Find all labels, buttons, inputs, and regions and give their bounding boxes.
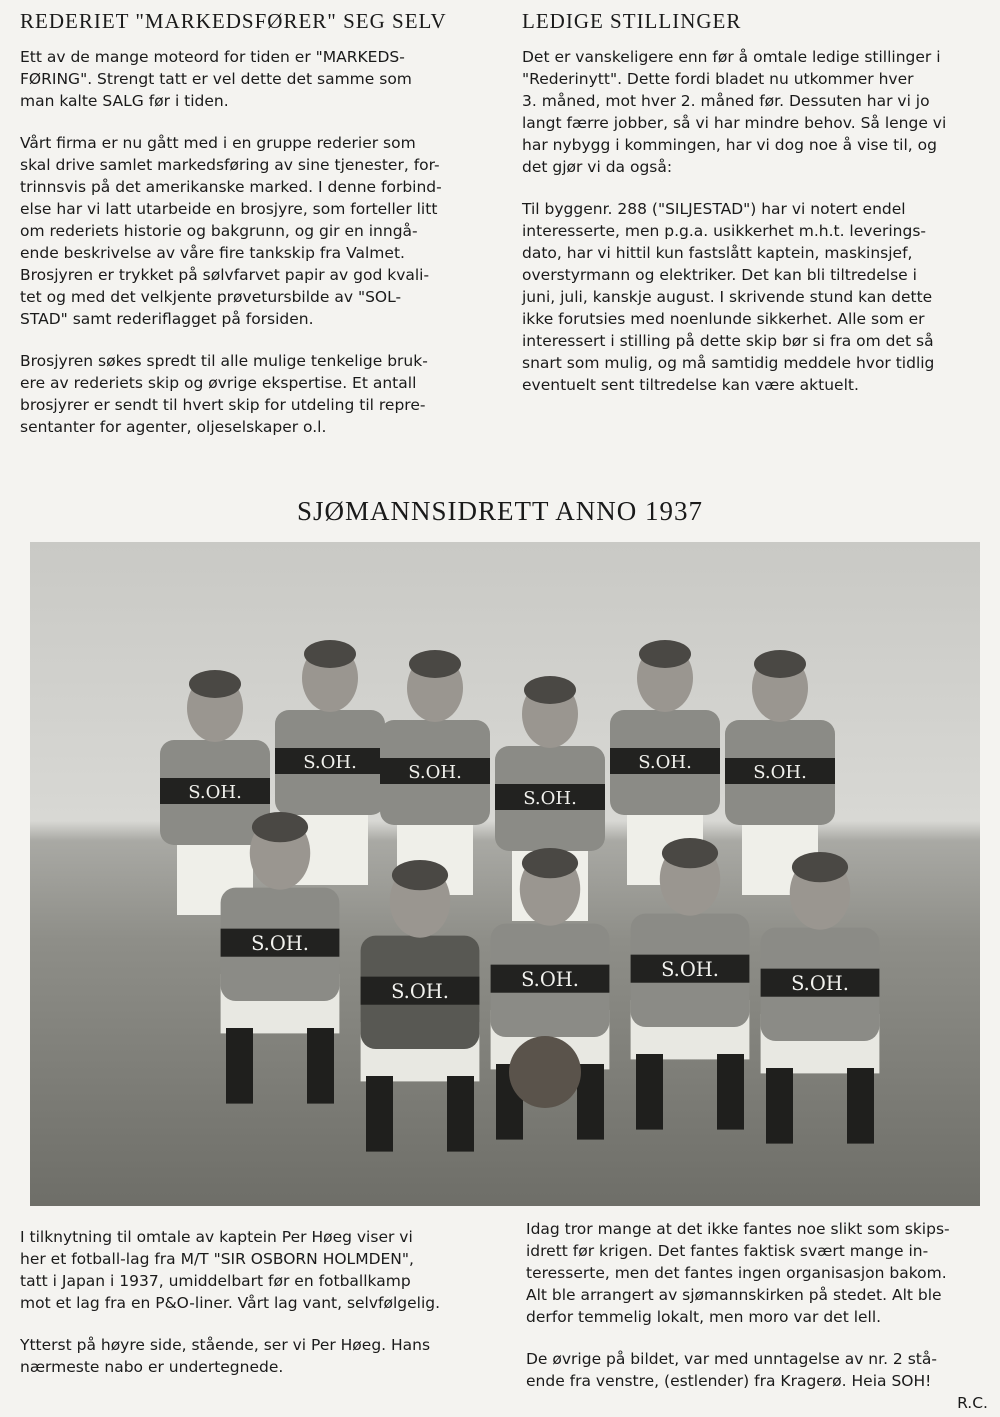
paragraph — [20, 132, 482, 330]
text-line: brosjyrer er sendt til hvert skip for utdeling til repre- — [20, 396, 426, 414]
paragraph — [20, 46, 482, 112]
text-line: Brosjyren søkes spredt til alle mulige tenkelige bruk- — [20, 352, 428, 370]
shirt-lettering: S.OH. — [251, 932, 309, 956]
text-line: Det er vanskeligere enn før å omtale ledige stillinger i — [522, 48, 941, 66]
text-line: FØRING". Strengt tatt er vel dette det samme som — [20, 70, 412, 88]
text-line: sentanter for agenter, oljeselskaper o.l. — [20, 418, 327, 436]
left-article-body — [20, 46, 482, 438]
text-line: skal drive samlet markedsføring av sine tjenester, for- — [20, 156, 440, 174]
text-line: man kalte SALG før i tiden. — [20, 92, 229, 110]
text-line: "Rederinytt". Dette fordi bladet nu utkommer hver — [522, 70, 914, 88]
right-article — [522, 10, 986, 416]
shirt-lettering: S.OH. — [408, 762, 462, 783]
text-line: eventuelt sent tiltredelse kan være aktuelt. — [522, 376, 859, 394]
left-article-heading: REDERIET "MARKEDSFØRER" SEG SELV — [20, 9, 447, 33]
text-line: derfor temmelig lokalt, men moro var det lell. — [526, 1308, 882, 1326]
text-line: teresserte, men det fantes ingen organisasjon bakom. — [526, 1264, 947, 1282]
text-line: tatt i Japan i 1937, umiddelbart før en fotballkamp — [20, 1272, 411, 1290]
text-line: har nybygg i kommingen, har vi dog noe å vise til, og — [522, 136, 937, 154]
paragraph — [526, 1348, 988, 1392]
shirt-lettering: S.OH. — [303, 752, 357, 773]
text-line: langt færre jobber, så vi har mindre behov. Så lenge vi — [522, 114, 947, 132]
caption-left-body — [20, 1226, 492, 1378]
text-line: Alt ble arrangert av sjømannskirken på stedet. Alt ble — [526, 1286, 942, 1304]
text-line: I tilknytning til omtale av kaptein Per Høeg viser vi — [20, 1228, 413, 1246]
caption-right — [526, 1218, 988, 1414]
text-line: Idag tror mange at det ikke fantes noe slikt som skips- — [526, 1220, 950, 1238]
shirt-lettering: S.OH. — [638, 752, 692, 773]
signature: R.C. — [957, 1394, 988, 1412]
caption-left — [20, 1226, 492, 1398]
text-line: det gjør vi da også: — [522, 158, 673, 176]
text-line: trinnsvis på det amerikanske marked. I denne forbind- — [20, 178, 442, 196]
paragraph — [20, 350, 482, 438]
text-line: STAD" samt rederiflagget på forsiden. — [20, 310, 314, 328]
text-line: Til byggenr. 288 ("SILJESTAD") har vi notert endel — [522, 200, 906, 218]
text-line: Brosjyren er trykket på sølvfarvet papir av god kvali- — [20, 266, 430, 284]
paragraph — [20, 1334, 492, 1378]
text-line: mot et lag fra en P&O-liner. Vårt lag vant, selvfølgelig. — [20, 1294, 441, 1312]
right-article-heading: LEDIGE STILLINGER — [522, 9, 742, 33]
text-line: juni, juli, kanskje august. I skrivende stund kan dette — [522, 288, 933, 306]
text-line: her et fotball-lag fra M/T "SIR OSBORN HOLMDEN", — [20, 1250, 414, 1268]
text-line: ere av rederiets skip og øvrige ekspertise. Et antall — [20, 374, 417, 392]
football — [509, 1036, 581, 1108]
text-line: 3. måned, mot hver 2. måned før. Dessuten har vi jo — [522, 92, 930, 110]
feature-title: SJØMANNSIDRETT ANNO 1937 — [296, 496, 704, 526]
shirt-lettering: S.OH. — [188, 782, 242, 803]
text-line: ende fra venstre, (estlender) fra Kragerø. Heia SOH! — [526, 1372, 932, 1390]
shirt-lettering: S.OH. — [661, 958, 719, 982]
paragraph — [20, 1226, 492, 1314]
shirt-lettering: S.OH. — [523, 788, 577, 809]
left-article — [20, 10, 482, 458]
text-line: idrett før krigen. Det fantes faktisk svært mange in- — [526, 1242, 929, 1260]
text-line: interessert i stilling på dette skip bør si fra om det så — [522, 332, 934, 350]
shirt-lettering: S.OH. — [753, 762, 807, 783]
text-line: De øvrige på bildet, var med unntagelse av nr. 2 stå- — [526, 1350, 937, 1368]
text-line: om rederiets historie og bakgrunn, og gir en inngå- — [20, 222, 418, 240]
text-line: tet og med det velkjente prøvetursbilde av "SOL- — [20, 288, 402, 306]
shirt-lettering: S.OH. — [791, 972, 849, 996]
team-photograph — [30, 542, 980, 1206]
shirt-lettering: S.OH. — [391, 980, 449, 1004]
text-line: Vårt firma er nu gått med i en gruppe rederier som — [20, 134, 416, 152]
paragraph — [526, 1218, 988, 1328]
right-article-body — [522, 46, 986, 396]
caption-right-body — [526, 1218, 988, 1392]
shirt-lettering: S.OH. — [521, 968, 579, 992]
paragraph — [522, 46, 986, 178]
text-line: dato, har vi hittil kun fastslått kaptein, maskinsjef, — [522, 244, 913, 262]
paragraph — [522, 198, 986, 396]
text-line: overstyrmann og elektriker. Det kan bli tiltredelse i — [522, 266, 917, 284]
text-line: interesserte, men p.g.a. usikkerhet m.h.t. leverings- — [522, 222, 926, 240]
text-line: Ett av de mange moteord for tiden er "MARKEDS- — [20, 48, 405, 66]
text-line: snart som mulig, og må samtidig meddele hvor tidlig — [522, 354, 935, 372]
text-line: nærmeste nabo er undertegnede. — [20, 1358, 284, 1376]
text-line: Ytterst på høyre side, stående, ser vi Per Høeg. Hans — [20, 1336, 431, 1354]
text-line: ende beskrivelse av våre fire tankskip fra Valmet. — [20, 244, 405, 262]
team-photograph-illustration — [30, 542, 980, 1206]
text-line: else har vi latt utarbeide en brosjyre, som forteller litt — [20, 200, 438, 218]
text-line: ikke forutsies med noenlunde sikkerhet. Alle som er — [522, 310, 925, 328]
